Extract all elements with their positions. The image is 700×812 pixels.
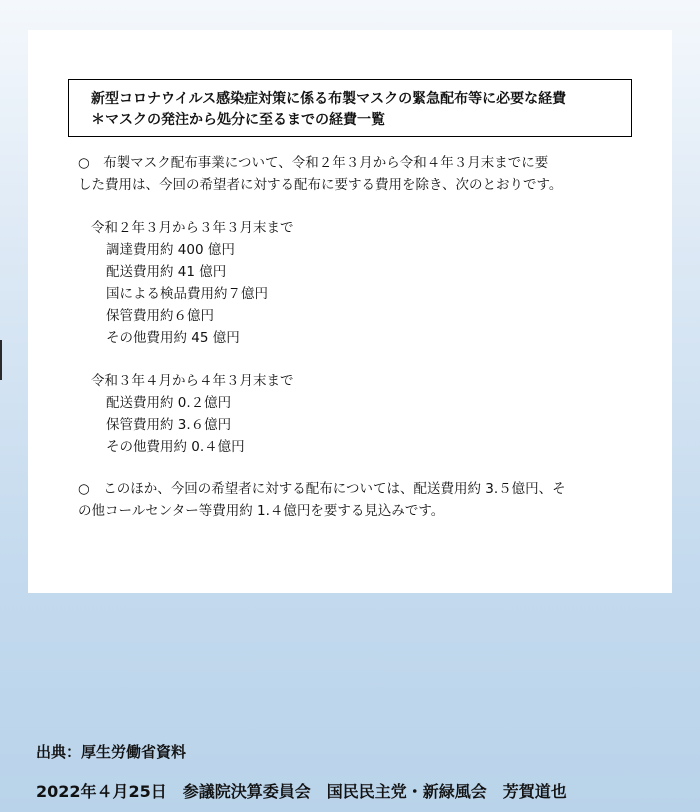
paragraph-2-line-2: の他コールセンター等費用約 1.４億円を要する見込みです。: [78, 503, 445, 519]
paragraph-1: [78, 152, 658, 196]
document-body: [78, 152, 658, 522]
paragraph-1-line-2: した費用は、今回の希望者に対する配布に要する費用を除き、次のとおりです。: [78, 177, 563, 193]
expense-item: その他費用約 45 億円: [106, 330, 240, 346]
title-box: [68, 79, 632, 137]
expense-item: 配送費用約 0.２億円: [106, 395, 232, 411]
left-edge-mark: [0, 340, 2, 380]
expense-item: 配送費用約 41 億円: [106, 264, 227, 280]
expense-item: 保管費用約 3.６億円: [106, 417, 232, 433]
paragraph-2: [78, 478, 658, 522]
document-card: [28, 30, 672, 593]
expense-item: 保管費用約６億円: [106, 308, 214, 324]
expense-section-1: [78, 217, 658, 349]
expense-item: 調達費用約 400 億円: [106, 242, 235, 258]
session-info: 2022年４月25日 参議院決算委員会 国民民主党・新緑風会 芳賀道也: [36, 782, 567, 801]
section-2-heading: 令和３年４月から４年３月末まで: [91, 373, 294, 389]
paragraph-2-line-1: ○ このほか、今回の希望者に対する配布については、配送費用約 3.５億円、そ: [78, 481, 566, 497]
expense-section-2: [78, 370, 658, 458]
expense-item: 国による検品費用約７億円: [106, 286, 268, 302]
expense-item: その他費用約 0.４億円: [106, 439, 245, 455]
title-line-1: 新型コロナウイルス感染症対策に係る布製マスクの緊急配布等に必要な経費: [91, 91, 567, 107]
section-1-heading: 令和２年３月から３年３月末まで: [91, 220, 294, 236]
title-line-2: ＊マスクの発注から処分に至るまでの経費一覧: [91, 112, 385, 128]
source-caption: 出典：厚生労働省資料: [36, 743, 187, 761]
paragraph-1-line-1: ○ 布製マスク配布事業について、令和２年３月から令和４年３月末までに要: [78, 155, 549, 171]
